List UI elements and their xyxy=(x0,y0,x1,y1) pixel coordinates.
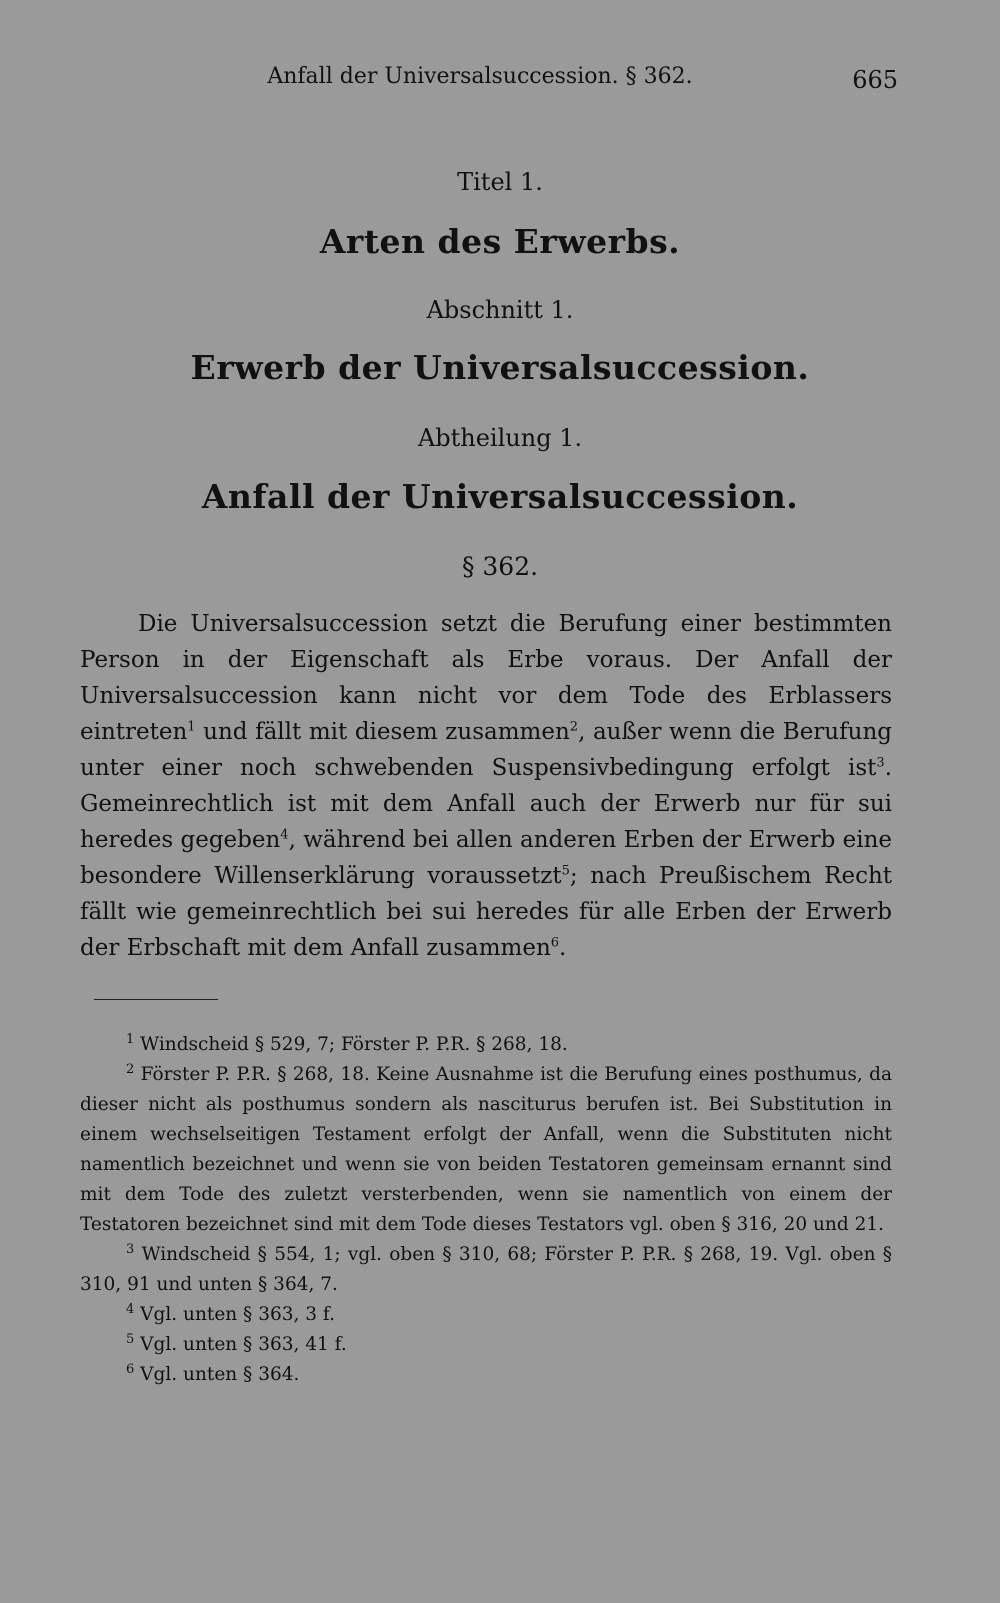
footnote-text: Vgl. unten § 364. xyxy=(140,1364,300,1385)
body-text-part: . xyxy=(559,935,567,961)
footnote-ref: 1 xyxy=(187,719,196,735)
body-text-part: ; nach Preußischem Recht fällt wie gemeinrechtlich bei sui heredes für alle Erben der Erwerb der Erbschaft mit dem Anfall zusammen xyxy=(80,863,892,961)
titel-heading: Titel 1. xyxy=(457,168,543,196)
body-text-part: . Gemeinrechtlich ist mit dem Anfall auch der Erwerb nur für sui heredes gegeben xyxy=(80,755,892,853)
abtheilung-heading: Abtheilung 1. xyxy=(417,424,583,452)
footnote-text: Windscheid § 554, 1; vgl. oben § 310, 68; Förster P. P.R. § 268, 19. Vgl. oben § 310, 91 und unten § 364, 7. xyxy=(80,1244,893,1295)
footnote xyxy=(80,1360,892,1390)
footnote-text: Förster P. P.R. § 268, 18. Keine Ausnahme ist die Berufung eines posthumus, da dieser nicht als posthumus sondern als nasciturus berufen ist. Bei Substitution in einem wechselseitigen Testament erfolgt der Anfall, wenn die Substituten nicht namentlich bezeichnet und wenn sie von beiden Testatoren gemeinsam ernannt sind mit dem Tode des zuletzt versterbenden, wenn sie namentlich von einem der Testatoren bezeichnet sind mit dem Tode dieses Testators vgl. oben § 316, 20 und 21. xyxy=(80,1064,892,1235)
footnote-text: Windscheid § 529, 7; Förster P. P.R. § 268, 18. xyxy=(140,1034,568,1055)
footnote-number: 2 xyxy=(126,1061,135,1077)
footnote-ref: 6 xyxy=(550,935,560,951)
abschnitt-heading: Abschnitt 1. xyxy=(426,296,574,324)
body-text-part: und fällt mit diesem zusammen xyxy=(195,719,570,745)
abschnitt-name-heading: Erwerb der Universalsuccession. xyxy=(190,348,810,387)
abtheilung-name-heading: Anfall der Universalsuccession. xyxy=(201,477,799,516)
body-paragraph xyxy=(80,606,892,966)
footnote-ref: 3 xyxy=(876,755,885,771)
footnotes xyxy=(80,1030,892,1390)
paragraph-number: § 362. xyxy=(461,552,539,581)
footnote-number: 1 xyxy=(126,1031,135,1047)
footnote-separator xyxy=(94,999,218,1000)
footnote xyxy=(80,1300,892,1330)
footnote-ref: 4 xyxy=(280,827,289,843)
body-text-part: , außer wenn die Berufung unter einer noch schwebenden Suspensivbedingung erfolgt ist xyxy=(80,719,892,781)
body-text-part: , während bei allen anderen Erben der Erwerb eine besondere Willenserklärung voraussetzt xyxy=(80,827,893,889)
footnote xyxy=(80,1330,892,1360)
footnote-text: Vgl. unten § 363, 3 f. xyxy=(140,1304,335,1325)
footnote-number: 5 xyxy=(126,1331,135,1347)
footnote-ref: 5 xyxy=(561,863,570,879)
footnote-number: 6 xyxy=(126,1361,135,1377)
footnote-number: 4 xyxy=(126,1301,135,1317)
footnote xyxy=(80,1060,892,1240)
footnote xyxy=(80,1030,892,1060)
footnote-ref: 2 xyxy=(569,719,579,735)
running-header xyxy=(0,64,1000,98)
footnote xyxy=(80,1240,892,1300)
titel-name-heading: Arten des Erwerbs. xyxy=(319,222,681,261)
footnote-text: Vgl. unten § 363, 41 f. xyxy=(140,1334,347,1355)
page-number: 665 xyxy=(852,66,898,94)
running-title: Anfall der Universalsuccession. § 362. xyxy=(267,64,693,89)
footnote-number: 3 xyxy=(126,1241,135,1257)
body-text-part: Die Universalsuccession setzt die Berufung einer bestimmten Person in der Eigenschaft als Erbe voraus. Der Anfall der Universalsuccession kann nicht vor dem Tode des Erblassers eintreten xyxy=(80,611,892,745)
